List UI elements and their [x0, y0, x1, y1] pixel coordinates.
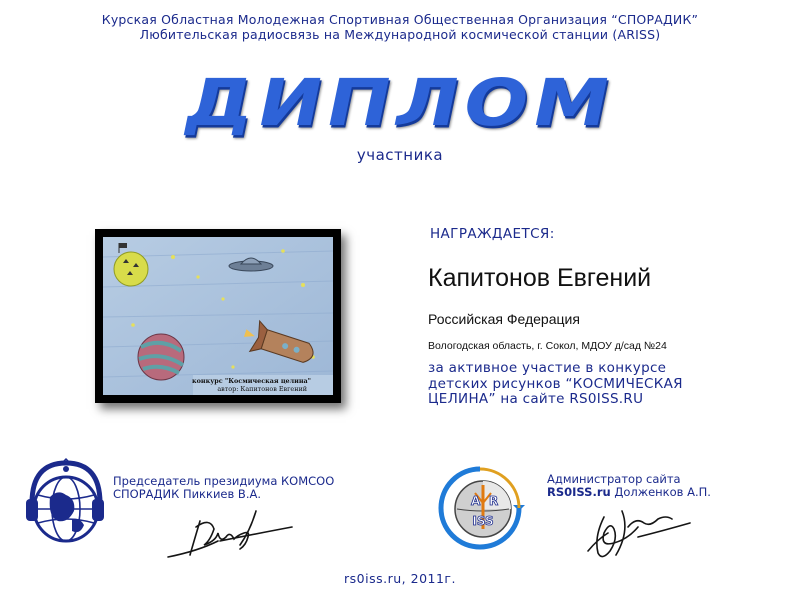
- right-signature-icon: [578, 497, 698, 569]
- header-organization: Курская Областная Молодежная Спортивная Общественная Организация “СПОРАДИК”: [101, 12, 699, 27]
- planet-icon: [138, 334, 184, 380]
- award-reason-line: за активное участие в конкурсе: [428, 360, 667, 376]
- diploma-subtitle: участника: [356, 146, 444, 164]
- recipient-country: Российская Федерация: [428, 311, 580, 327]
- recipient-name: Капитонов Евгений: [428, 264, 652, 292]
- drawing-caption-author: автор: Капитонов Евгений: [217, 385, 307, 393]
- header-program: Любительская радиосвязь на Международной космической станции (ARISS): [139, 27, 661, 42]
- ariss-logo-icon: [435, 463, 525, 553]
- left-signatory-title: Председатель президиума КОМСОО: [113, 474, 335, 488]
- right-signatory-person: Долженков А.П.: [610, 485, 711, 499]
- award-reason: [428, 361, 768, 408]
- ariss-letter-r: R: [489, 494, 499, 508]
- ariss-letter-a: A: [471, 494, 481, 508]
- left-signature-icon: [160, 497, 300, 567]
- site-name: RS0ISS.ru: [547, 485, 611, 499]
- right-signatory: [547, 473, 711, 499]
- awarded-label: НАГРАЖДАЕТСЯ:: [430, 226, 555, 242]
- award-reason-line: детских рисунков “КОСМИЧЕСКАЯ: [428, 375, 683, 392]
- globe-headphones-icon: [26, 457, 104, 553]
- child-drawing: [103, 237, 333, 395]
- award-reason-line: ЦЕЛИНА” на сайте RS0ISS.RU: [428, 391, 644, 407]
- drawing-caption-contest: конкурс "Космическая целина": [192, 377, 311, 385]
- right-signatory-title: Администратор сайта: [547, 472, 681, 486]
- footer-site-year: rs0iss.ru, 2011г.: [344, 571, 456, 586]
- drawing-frame: [95, 229, 341, 403]
- diploma-title: ДИПЛОМ: [178, 64, 623, 141]
- left-signatory-name: СПОРАДИК Пиккиев В.А.: [113, 487, 262, 501]
- ariss-letters-iss: ISS: [472, 514, 494, 528]
- recipient-location: Вологодская область, г. Сокол, МДОУ д/сад №24: [428, 340, 667, 352]
